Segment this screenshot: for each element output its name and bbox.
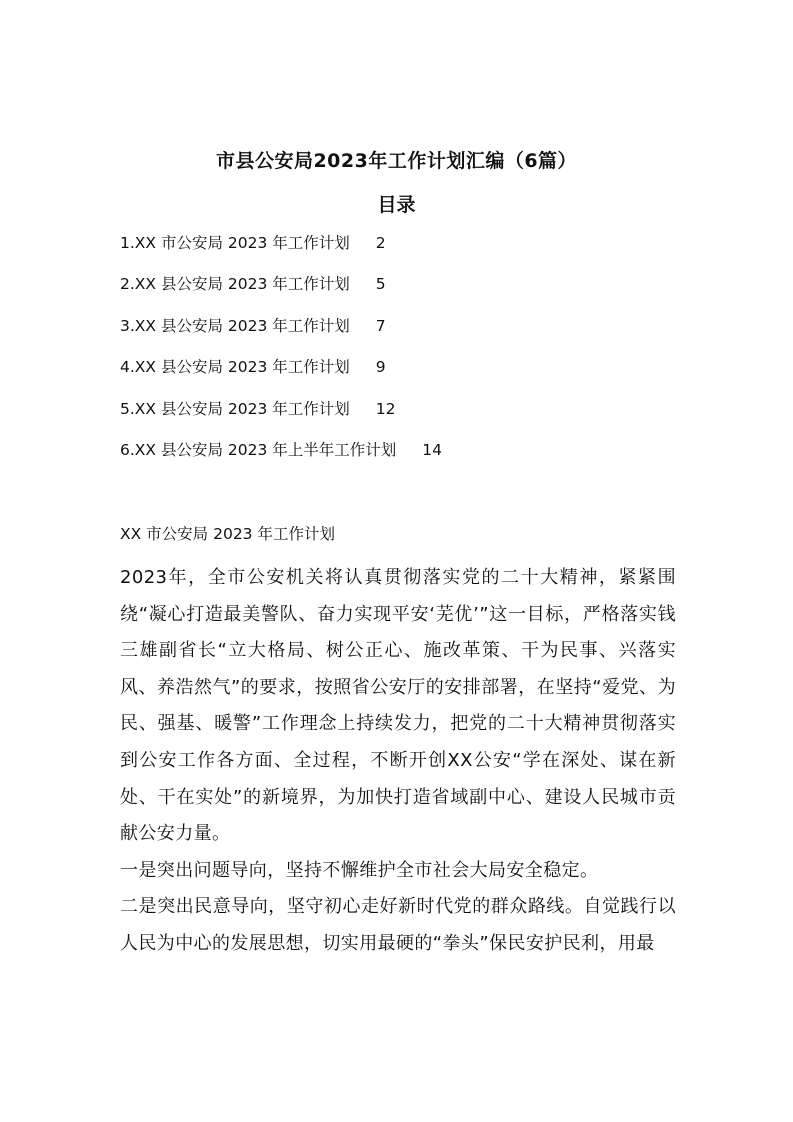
toc-item[interactable] <box>120 232 680 273</box>
paragraph: 一是突出问题导向，坚持不懈维护全市社会大局安全稳定。 <box>120 859 599 881</box>
table-of-contents <box>120 232 680 480</box>
toc-item[interactable] <box>120 315 680 356</box>
toc-item-label: 4.XX 县公安局 2023 年工作计划 <box>120 358 350 377</box>
toc-item-label: 1.XX 市公安局 2023 年工作计划 <box>120 234 350 252</box>
toc-item[interactable] <box>120 398 680 439</box>
toc-item-page: 5 <box>375 275 386 294</box>
toc-item[interactable] <box>120 273 680 314</box>
body-text <box>120 560 676 963</box>
toc-heading: 目录 <box>377 194 416 216</box>
toc-item-page: 7 <box>375 316 386 335</box>
document-title: 市县公安局2023年工作计划汇编（6篇） <box>215 150 578 172</box>
toc-item-label: 6.XX 县公安局 2023 年上半年工作计划 <box>120 440 397 459</box>
toc-item[interactable] <box>120 356 680 397</box>
toc-item-label: 2.XX 县公安局 2023 年工作计划 <box>120 275 350 294</box>
toc-item-label: 3.XX 县公安局 2023 年工作计划 <box>120 316 350 335</box>
section-title: XX 市公安局 2023 年工作计划 <box>120 525 335 543</box>
toc-item[interactable] <box>120 439 680 480</box>
paragraph: 2023年，全市公安机关将认真贯彻落实党的二十大精神，紧紧围绕“凝心打造最美警队、奋力实现平安‘芜优’”这一目标，严格落实钱三雄副省长“立大格局、树公正心、施改革策、干为民事、兴落实风、养浩然气”的要求，按照省公安厅的安排部署，在坚持“爱党、为民、强基、暖警”工作理念上持续发力，把党的二十大精神贯彻落实到公安工作各方面、全过程，不断开创XX公安“学在深处、谋在新处、干在实处”的新境界，为加快打造省域副中心、建设人民城市贡献公安力量。 <box>120 567 676 845</box>
toc-item-label: 5.XX 县公安局 2023 年工作计划 <box>120 399 350 418</box>
toc-item-page: 14 <box>422 440 442 459</box>
toc-item-page: 9 <box>375 358 386 377</box>
toc-item-page: 2 <box>375 234 386 252</box>
paragraph: 二是突出民意导向，坚守初心走好新时代党的群众路线。自觉践行以人民为中心的发展思想，切实用最硬的“拳头”保民安护民利，用最 <box>120 896 676 954</box>
toc-item-page: 12 <box>375 399 396 418</box>
